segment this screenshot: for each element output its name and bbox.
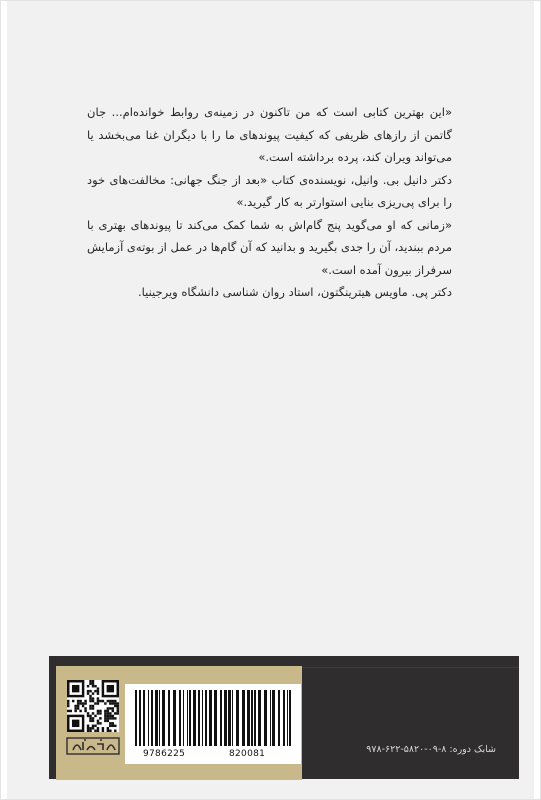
barcode-number-left: 9786225 xyxy=(143,749,186,759)
cover-edge-left xyxy=(1,1,7,800)
barcode-number-right: 820081 xyxy=(229,749,266,759)
cover-edge-right xyxy=(534,1,540,800)
isbn-series-label: شابک دوره: ۸-۰۹-۵۸۲۰-۶۲۲-۹۷۸ xyxy=(366,744,496,755)
endorsement-quote-2: «زمانی که او می‌گوید پنج گام‌اش به شما کمک می‌کند تا پیوندهای بهتری با مردم ببندید، آن را جدی بگیرید و بدانید که آن گام‌ها در عمل از بوته‌ی آزمایش سرفراز بیرون آمده است.» xyxy=(87,217,452,277)
publisher-logo-icon xyxy=(65,734,121,772)
endorsement-quote-1: «این بهترین کتابی است که من تاکنون در زمینه‌ی روابط خوانده‌ام... جان گاتمن از رازهای ظریفی که کیفیت پیوندهای ما را با دیگران غنا می‌بخشد یا می‌تواند ویران کند، پرده برداشته است.» xyxy=(87,105,452,164)
endorsement-author-2: دکتر پی. ماویس هیترینگتون، استاد روان شناسی دانشگاه ویرجینیا. xyxy=(137,285,452,299)
endorsement-author-1: دکتر دانیل بی. وانیل، نویسنده‌ی کتاب «بعد از جنگ جهانی: مخالفت‌های خود را برای پی‌ریزی بنایی استوارتر به کار گیرید.» xyxy=(87,172,452,209)
endorsements-block xyxy=(87,101,452,304)
qr-code-icon xyxy=(67,680,119,732)
